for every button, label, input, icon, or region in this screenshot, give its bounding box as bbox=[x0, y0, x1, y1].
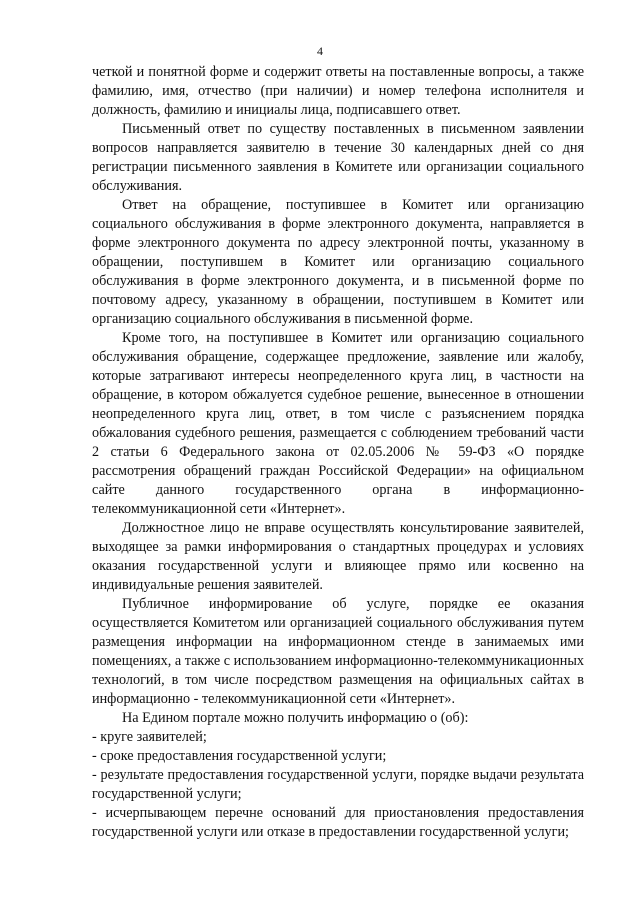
paragraph-public-informing: Публичное информирование об услуге, порядке ее оказания осуществляется Комитетом или организацией социального обслуживания путем размещения информации на информационном стенде в занимаемых ими помещениях, а также с использованием информационно-телекоммуникационных технологий, в том числе посредством размещения на официальных сайтах в информационно - телекоммуникационной сети «Интернет». bbox=[92, 596, 584, 707]
paragraph-continued: четкой и понятной форме и содержит ответы на поставленные вопросы, а также фамилию, имя, отчество (при наличии) и номер телефона исполнителя и должность, фамилию и инициалы лица, подписавшего ответ. bbox=[92, 64, 584, 118]
list-item: - сроке предоставления государственной услуги; bbox=[92, 748, 387, 764]
list-item: - круге заявителей; bbox=[92, 729, 207, 745]
list-intro: На Едином портале можно получить информацию о (об): bbox=[122, 710, 469, 726]
paragraph-consulting-limits: Должностное лицо не вправе осуществлять консультирование заявителей, выходящее за рамки информирования о стандартных процедурах и условиях оказания государственной услуги и влияющее прямо или косвенно на индивидуальные решения заявителей. bbox=[92, 520, 584, 593]
page-number: 4 bbox=[317, 44, 323, 58]
paragraph-written-answer-deadline: Письменный ответ по существу поставленных в письменном заявлении вопросов направляется заявителю в течение 30 календарных дней со дня регистрации письменного заявления в Комитете или организации социального обслуживания. bbox=[92, 121, 584, 194]
document-body bbox=[92, 63, 584, 842]
list-item: - исчерпывающем перечне оснований для приостановления предоставления государственной услуги или отказе в предоставлении государственной услуги; bbox=[92, 805, 584, 840]
list-item: - результате предоставления государственной услуги, порядке выдачи результата государственной услуги; bbox=[92, 767, 584, 802]
paragraph-public-answer: Кроме того, на поступившее в Комитет или организацию социального обслуживания обращение, содержащее предложение, заявление или жалобу, которые затрагивают интересы неопределенного круга лиц, в частности на обращение, в котором обжалуется судебное решение, вынесенное в отношении неопределенного круга лиц, ответ, в том числе с разъяснением порядка обжалования судебного решения, размещается с соблюдением требований части 2 статьи 6 Федерального закона от 02.05.2006 № 59-ФЗ «О порядке рассмотрения обращений граждан Российской Федерации» на официальном сайте данного государственного органа в информационно-телекоммуникационной сети «Интернет». bbox=[92, 330, 584, 517]
paragraph-electronic-answer: Ответ на обращение, поступившее в Комитет или организацию социального обслуживания в форме электронного документа, направляется в форме электронного документа по адресу электронной почты, указанному в обращении, поступившем в Комитет или организацию социального обслуживания в форме электронного документа, и в письменной форме по почтовому адресу, указанному в обращении, поступившем в Комитет или организацию социального обслуживания в письменной форме. bbox=[92, 197, 584, 327]
